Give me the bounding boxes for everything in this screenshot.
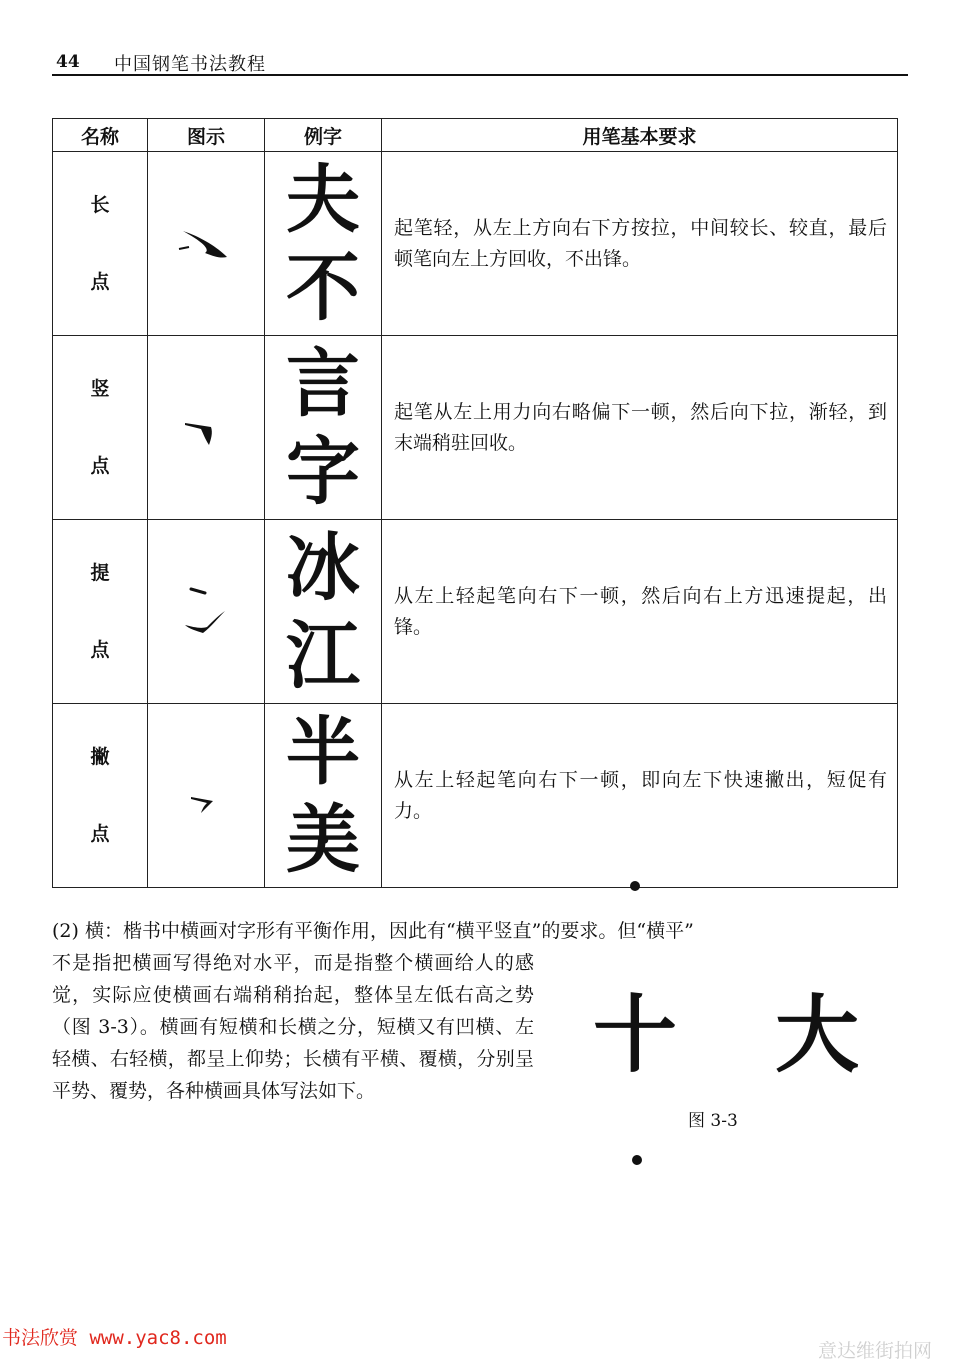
stroke-name: [53, 520, 148, 704]
column-header-requirement: 用笔基本要求: [382, 119, 898, 152]
table-row: [53, 520, 898, 704]
stroke-examples: [265, 336, 382, 520]
example-char: 言: [286, 340, 360, 427]
stroke-description: 起笔从左上用力向右略偏下一顿，然后向下拉，渐轻，到末端稍驻回收。: [382, 336, 898, 520]
body-paragraph-line: (2) 横：楷书中横画对字形有平衡作用，因此有“横平竖直”的要求。但“横平”: [52, 920, 694, 942]
stroke-name-top: 提: [90, 561, 110, 584]
stroke-name: [53, 336, 148, 520]
example-char: 夫: [286, 156, 360, 243]
stroke-description: 从左上轻起笔向右下一顿，即向左下快速撇出，短促有力。: [382, 704, 898, 888]
stroke-name-top: 竖: [90, 377, 110, 400]
stroke-description: 从左上轻起笔向右下一顿，然后向右上方迅速提起，出锋。: [382, 520, 898, 704]
rising-dot-stroke-icon: [171, 577, 241, 647]
column-header-diagram: 图示: [148, 119, 265, 152]
example-char: 字: [286, 428, 360, 515]
example-char: 江: [286, 612, 360, 699]
example-char: 不: [286, 244, 360, 331]
example-char: 美: [286, 796, 360, 883]
stroke-name-bottom: 点: [90, 822, 110, 845]
long-dot-stroke-icon: [171, 219, 241, 269]
page-header: [52, 48, 908, 76]
ink-dot: [630, 881, 640, 891]
stroke-diagram: [148, 336, 265, 520]
stroke-examples: [265, 704, 382, 888]
stroke-diagram: [148, 152, 265, 336]
stroke-name-bottom: 点: [90, 638, 110, 661]
stroke-name: [53, 704, 148, 888]
stroke-name-top: 撇: [90, 745, 110, 768]
figure-char: 十: [593, 986, 678, 1084]
column-header-example: 例字: [265, 119, 382, 152]
stroke-name-bottom: 点: [90, 454, 110, 477]
ink-dot: [632, 1155, 642, 1165]
table-row: [53, 704, 898, 888]
watermark-left: 书法欣赏 www.yac8.com: [2, 1327, 227, 1349]
watermark-right: 意达维街拍网: [818, 1340, 933, 1362]
figure-3-3: [585, 986, 885, 1084]
example-char: 半: [286, 708, 360, 795]
stroke-description: 起笔轻，从左上方向右下方按拉，中间较长、较直，最后顿笔向左上方回收，不出锋。: [382, 152, 898, 336]
table-row: [53, 152, 898, 336]
figure-char: 大: [775, 986, 860, 1084]
body-paragraph: 不是指把横画写得绝对水平，而是指整个横画给人的感觉，实际应使横画右端稍稍抬起，整体呈左低右高之势（图 3-3）。横画有短横和长横之分，短横又有凹横、左轻横、右轻横，都呈上仰势；长横有平横、覆横，分别呈平势、覆势，各种横画具体写法如下。: [52, 952, 534, 1102]
stroke-examples: [265, 520, 382, 704]
example-char: 冰: [286, 524, 360, 611]
dot-strokes-table: [52, 118, 898, 888]
stroke-diagram: [148, 520, 265, 704]
stroke-name-top: 长: [90, 193, 110, 216]
table-row: [53, 336, 898, 520]
stroke-name: [53, 152, 148, 336]
stroke-examples: [265, 152, 382, 336]
table-header-row: [53, 119, 898, 152]
column-header-name: 名称: [53, 119, 148, 152]
left-falling-dot-stroke-icon: [171, 771, 241, 821]
stroke-diagram: [148, 704, 265, 888]
figure-caption: 图 3-3: [688, 1111, 738, 1131]
stroke-name-bottom: 点: [90, 270, 110, 293]
book-title: 中国钢笔书法教程: [114, 54, 266, 75]
vertical-dot-stroke-icon: [171, 403, 241, 453]
page-number: 44: [56, 52, 80, 72]
